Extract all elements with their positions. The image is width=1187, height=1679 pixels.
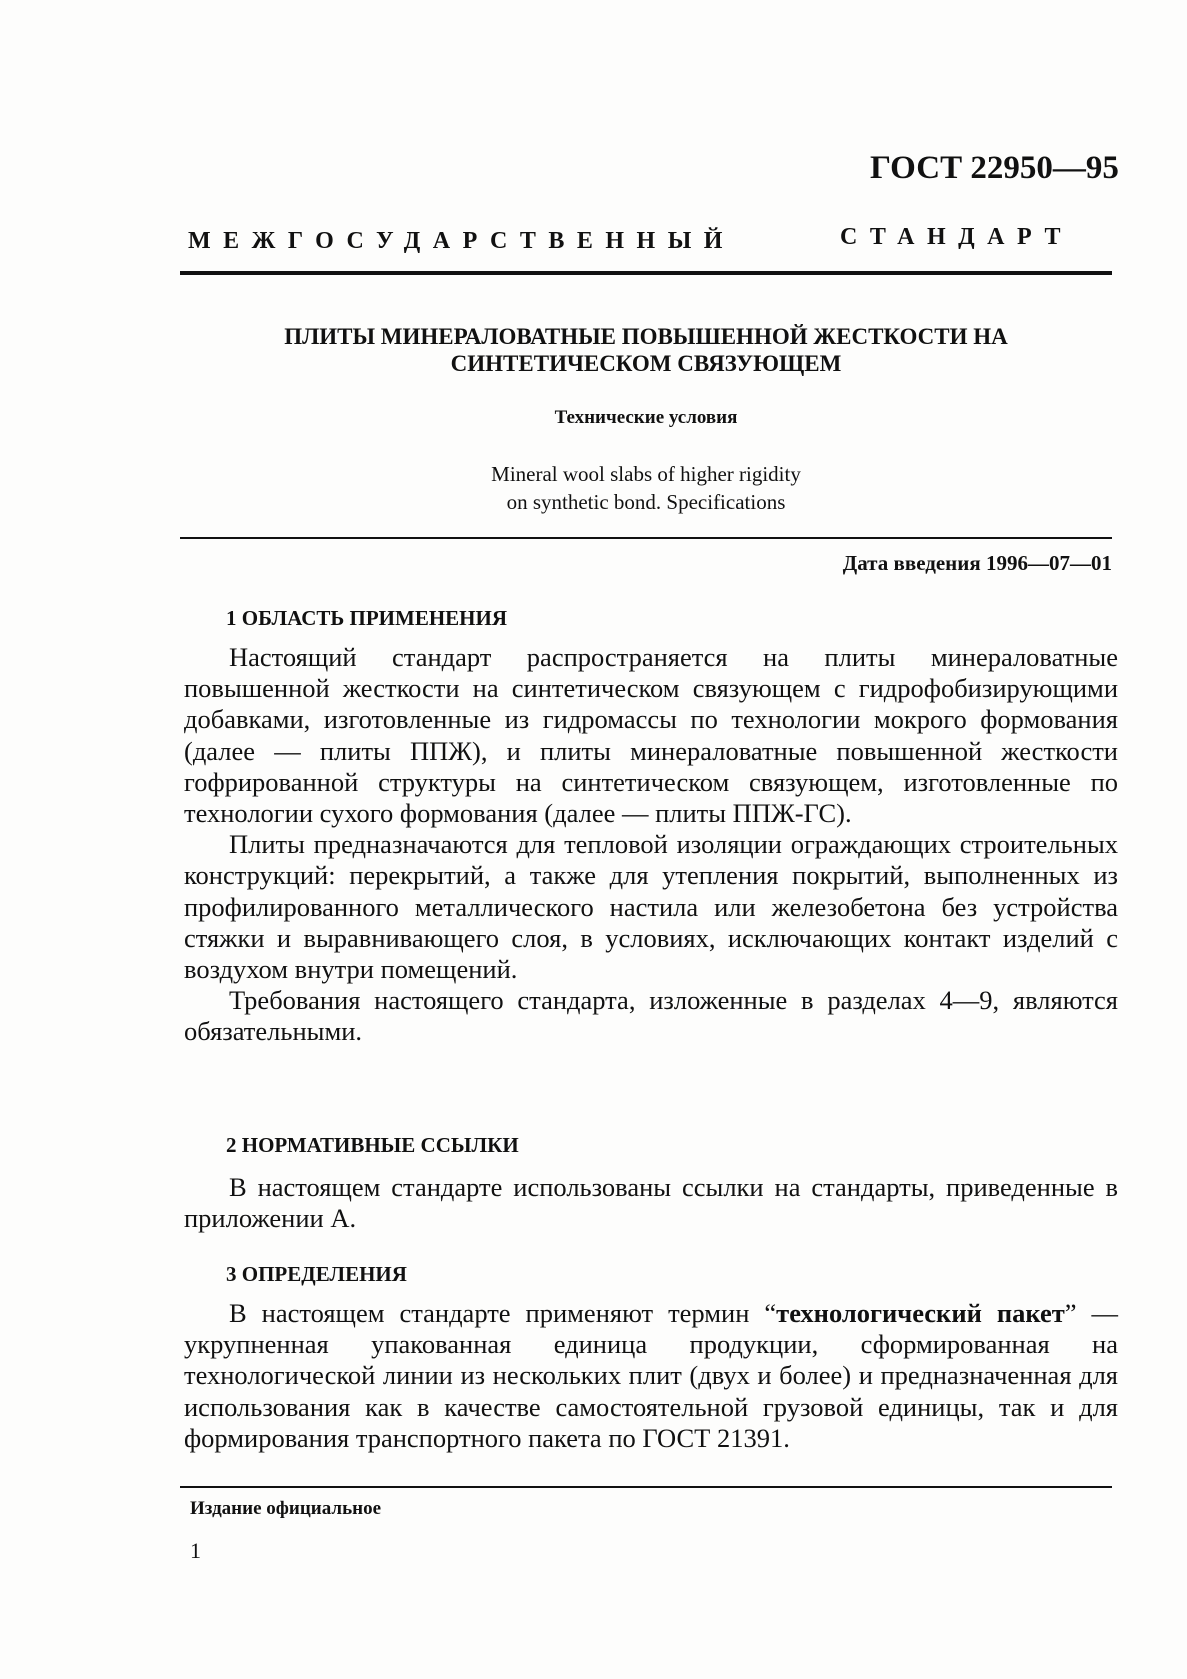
standard-type-left: МЕЖГОСУДАРСТВЕННЫЙ [188, 228, 735, 254]
header-rule [180, 271, 1112, 275]
footer-rule [180, 1486, 1112, 1488]
standard-type-header [180, 224, 1110, 264]
section-1-paragraph-3: Требования настоящего стандарта, изложенные в разделах 4—9, являются обязательными. [184, 985, 1118, 1047]
section-1-paragraph-2: Плиты предназначаются для тепловой изоляции ограждающих строительных конструкций: перекрытий, а также для утепления покрытий, выполненных из профилированного металлического настила или железобетона без устройства стяжки и выравнивающего слоя, в условиях, исключающих контакт изделий с воздухом внутри помещений. [184, 829, 1118, 985]
defined-term: технологический пакет [776, 1298, 1065, 1328]
english-title-line-1: Mineral wool slabs of higher rigidity [491, 462, 801, 486]
section-2-body [184, 1172, 1118, 1234]
section-1-paragraph-1: Настоящий стандарт распространяется на плиты минераловатные повышенной жесткости на синтетическом связующем с гидрофобизирующими добавками, изготовленные из гидромассы по технологии мокрого формования (далее — плиты ППЖ), и плиты минераловатные повышенной жесткости гофрированной структуры на синтетическом связующем, изготовленные по технологии сухого формования (далее — плиты ППЖ-ГС). [184, 642, 1118, 829]
section-3-heading: 3 ОПРЕДЕЛЕНИЯ [226, 1262, 407, 1286]
english-title-line-2: on synthetic bond. Specifications [506, 490, 786, 514]
official-edition-label: Издание официальное [190, 1498, 382, 1519]
english-title [180, 460, 1112, 516]
section-3-body [184, 1298, 1118, 1454]
section-1-body [184, 642, 1118, 1048]
page-number: 1 [190, 1538, 201, 1563]
title-line-1: ПЛИТЫ МИНЕРАЛОВАТНЫЕ ПОВЫШЕННОЙ ЖЕСТКОСТИ НА [284, 324, 1008, 349]
document-subtitle: Технические условия [554, 407, 738, 428]
title-rule [180, 537, 1112, 539]
gost-number: ГОСТ 22950—95 [870, 150, 1119, 186]
title-line-2: СИНТЕТИЧЕСКОМ СВЯЗУЮЩЕМ [450, 351, 842, 376]
section-2-paragraph-1: В настоящем стандарте использованы ссылки на стандарты, приведенные в приложении А. [184, 1172, 1118, 1234]
section-2-heading: 2 НОРМАТИВНЫЕ ССЫЛКИ [226, 1133, 519, 1157]
section-3-text-end: ” — укрупненная упакованная единица продукции, сформированная на технологической линии из нескольких плит (двух и более) и предназначенная для использования как в качестве самостоятельной грузовой единицы, так и для формирования транспортного пакета по ГОСТ 21391. [184, 1298, 1119, 1453]
section-1-heading: 1 ОБЛАСТЬ ПРИМЕНЕНИЯ [226, 606, 508, 630]
section-3-paragraph-1 [184, 1298, 1118, 1454]
introduction-date: Дата введения 1996—07—01 [842, 551, 1112, 575]
standard-type-right: СТАНДАРТ [840, 224, 1073, 250]
section-3-text-start: В настоящем стандарте применяют термин “ [229, 1298, 777, 1328]
